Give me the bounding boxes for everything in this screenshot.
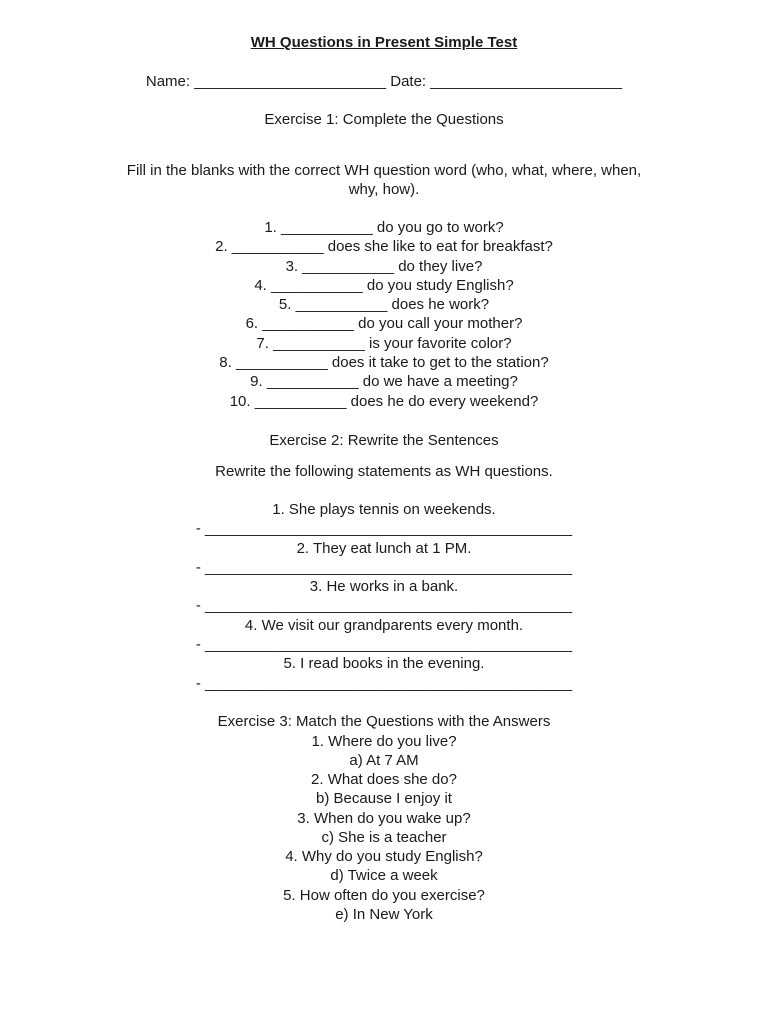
exercise3-heading: Exercise 3: Match the Questions with the Answers [217, 713, 551, 730]
exercise2-answer-line: - ____________________________________________ [195, 559, 573, 576]
exercise3-question: 3. When do you wake up? [297, 810, 471, 827]
name-date-line: Name: _______________________ Date: _______________________ [145, 73, 623, 90]
exercise2-answer-line: - ____________________________________________ [195, 675, 573, 692]
exercise2-sentence: 1. She plays tennis on weekends. [272, 501, 496, 518]
exercise3-answer: d) Twice a week [330, 867, 438, 884]
exercise3-answer: b) Because I enjoy it [316, 790, 452, 807]
exercise2-sentence: 5. I read books in the evening. [283, 655, 485, 672]
exercise3-question: 4. Why do you study English? [285, 848, 483, 865]
exercise3-question: 1. Where do you live? [311, 733, 457, 750]
exercise1-item: 1. ___________ do you go to work? [264, 219, 504, 236]
exercise2-answer-line: - ____________________________________________ [195, 520, 573, 537]
exercise1-item: 5. ___________ does he work? [278, 296, 490, 313]
exercise2-sentence: 4. We visit our grandparents every month. [244, 617, 524, 634]
exercise1-item: 3. ___________ do they live? [285, 258, 483, 275]
exercise1-item: 2. ___________ does she like to eat for breakfast? [215, 238, 553, 255]
exercise3-question: 2. What does she do? [311, 771, 457, 788]
exercise2-answer-line: - ____________________________________________ [195, 597, 573, 614]
exercise2-answer-line: - ____________________________________________ [195, 636, 573, 653]
page-title: WH Questions in Present Simple Test [250, 34, 518, 51]
exercise1-item: 10. ___________ does he do every weekend? [229, 393, 539, 410]
exercise1-heading: Exercise 1: Complete the Questions [264, 111, 504, 128]
exercise2-sentence: 3. He works in a bank. [309, 578, 459, 595]
exercise3-answer: c) She is a teacher [321, 829, 447, 846]
exercise1-item: 7. ___________ is your favorite color? [256, 335, 512, 352]
exercise3-answer: e) In New York [335, 906, 433, 923]
exercise1-item: 9. ___________ do we have a meeting? [250, 373, 518, 390]
exercise2-sentence: 2. They eat lunch at 1 PM. [296, 540, 472, 557]
exercise1-item: 4. ___________ do you study English? [254, 277, 514, 294]
exercise1-item: 8. ___________ does it take to get to the station? [219, 354, 549, 371]
exercise3-question: 5. How often do you exercise? [283, 887, 485, 904]
exercise2-instruction: Rewrite the following statements as WH questions. [215, 463, 553, 480]
exercise3-answer: a) At 7 AM [349, 752, 419, 769]
exercise1-instruction: Fill in the blanks with the correct WH question word (who, what, where, when, why, how). [126, 162, 642, 198]
exercise1-item: 6. ___________ do you call your mother? [245, 315, 523, 332]
exercise2-heading: Exercise 2: Rewrite the Sentences [269, 432, 499, 449]
